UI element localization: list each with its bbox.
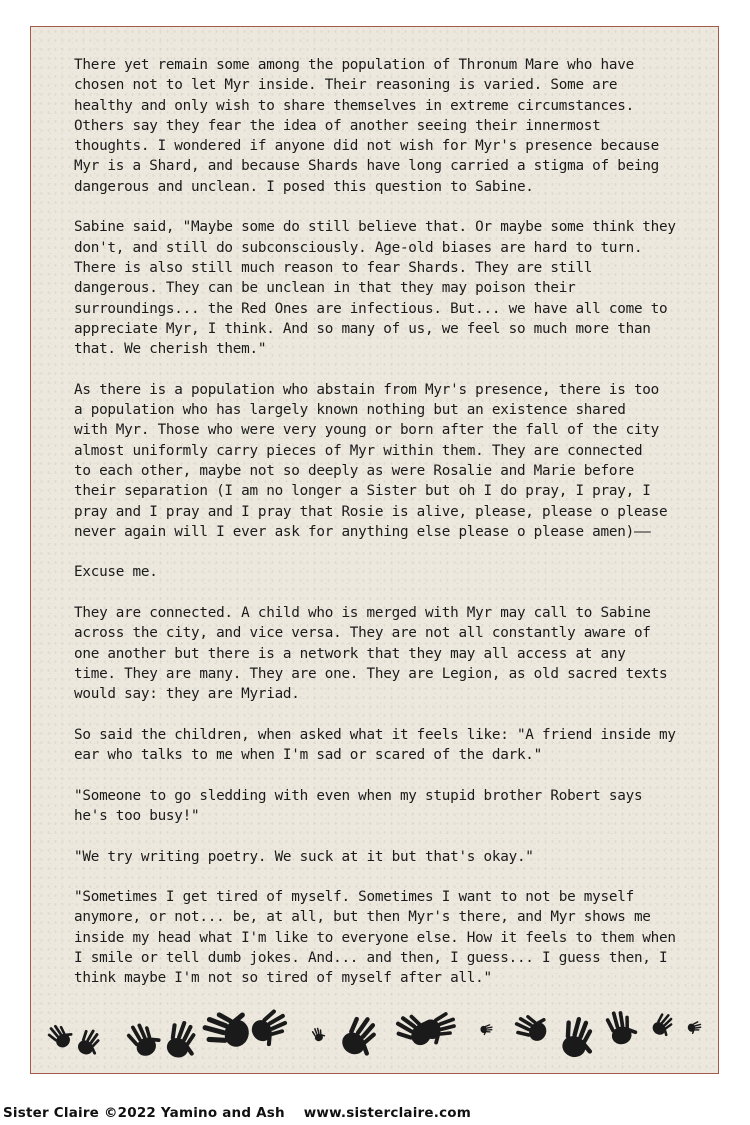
handprint-icon	[480, 1024, 494, 1036]
paragraph	[74, 725, 714, 766]
text-line: one another but there is a network that they may all access at any	[74, 645, 626, 662]
website-link[interactable]: www.sisterclaire.com	[303, 1105, 472, 1121]
handprint-icon	[45, 1019, 77, 1051]
text-line: their separation (I am no longer a Sister but oh I do pray, I pray, I	[74, 483, 651, 500]
text-line: "We try writing poetry. We suck at it but that's okay."	[74, 848, 534, 865]
text-line: a population who has largely known nothing but an existence shared	[74, 402, 626, 419]
text-line: They are connected. A child who is merged with Myr may call to Sabine	[74, 605, 651, 622]
text-line: anymore, or not... be, at all, but then Myr's there, and Myr shows me	[74, 909, 651, 926]
text-line: healthy and only wish to share themselves in extreme circumstances.	[74, 97, 634, 114]
text-line: never again will I ever ask for anything else please o please amen)——	[74, 523, 651, 540]
text-line: chosen not to let Myr inside. Their reasoning is varied. Some are	[74, 77, 618, 94]
text-body	[74, 55, 714, 1009]
text-line: There yet remain some among the population of Thronum Mare who have	[74, 57, 634, 73]
text-line: dangerous. They can be unclean in that they may poison their	[74, 280, 576, 297]
copyright-text: Sister Claire ©2022 Yamino and Ash	[3, 1105, 285, 1121]
text-line: almost uniformly carry pieces of Myr within them. They are connected	[74, 442, 643, 459]
text-line: appreciate Myr, I think. And so many of us, we feel so much more than	[74, 320, 651, 337]
text-line: Excuse me.	[74, 564, 158, 581]
text-line: There is also still much reason to fear Shards. They are still	[74, 259, 593, 276]
handprint-icon	[74, 1026, 106, 1060]
text-line: with Myr. Those who were very young or born after the fall of the city	[74, 422, 660, 439]
text-line: dangerous and unclean. I posed this question to Sabine.	[74, 178, 534, 195]
text-line: thoughts. I wondered if anyone did not wish for Myr's presence because	[74, 138, 660, 155]
text-line: pray and I pray and I pray that Rosie is alive, please, please o please	[74, 503, 668, 520]
text-line: he's too busy!"	[74, 807, 200, 824]
handprint-icon	[247, 1006, 295, 1051]
paragraph	[74, 887, 714, 988]
text-line: don't, and still do subconsciously. Age-old biases are hard to turn.	[74, 239, 643, 256]
handprint-icon	[687, 1020, 703, 1035]
text-line: surroundings... the Red Ones are infectious. But... we have all come to	[74, 300, 668, 317]
handprints-decoration	[40, 1005, 710, 1065]
text-line: across the city, and vice versa. They are not all constantly aware of	[74, 625, 651, 642]
text-line: Sabine said, "Maybe some do still believe that. Or maybe some think they	[74, 219, 676, 236]
text-line: inside my head what I'm like to everyone else. How it feels to them when	[74, 929, 676, 946]
text-line: Myr is a Shard, and because Shards have long carried a stigma of being	[74, 158, 660, 175]
paragraph	[74, 847, 714, 867]
paragraph	[74, 380, 714, 542]
text-line: As there is a population who abstain from Myr's presence, there is too	[74, 381, 660, 398]
paragraph	[74, 562, 714, 582]
handprint-icon	[199, 1005, 254, 1052]
text-line: think maybe I'm not so tired of myself after all."	[74, 970, 492, 987]
paragraph	[74, 217, 714, 359]
paragraph	[74, 603, 714, 704]
paragraph	[74, 55, 714, 197]
text-line: would say: they are Myriad.	[74, 686, 300, 703]
text-line: to each other, maybe not so deeply as were Rosalie and Marie before	[74, 462, 634, 479]
handprint-icon	[162, 1017, 204, 1063]
handprint-icon	[311, 1025, 327, 1042]
text-line: "Someone to go sledding with even when my stupid brother Robert says	[74, 787, 643, 804]
handprint-icon	[336, 1011, 387, 1063]
text-line: Others say they fear the idea of another seeing their innermost	[74, 117, 601, 134]
footer-credit	[3, 1105, 485, 1125]
handprint-icon	[558, 1014, 601, 1062]
text-line: ear who talks to me when I'm sad or scared of the dark."	[74, 747, 543, 764]
text-line: that. We cherish them."	[74, 341, 267, 358]
text-line: "Sometimes I get tired of myself. Sometimes I want to not be myself	[74, 889, 634, 906]
paragraph	[74, 786, 714, 827]
handprint-icon	[604, 1007, 640, 1047]
text-line: I smile or tell dumb jokes. And... and then, I guess... I guess then, I	[74, 950, 668, 967]
handprint-icon	[123, 1016, 165, 1060]
handprint-icon	[511, 1007, 552, 1045]
text-line: So said the children, when asked what it feels like: "A friend inside my	[74, 726, 676, 743]
text-line: time. They are many. They are one. They are Legion, as old sacred texts	[74, 665, 668, 682]
handprint-icon	[649, 1010, 679, 1040]
